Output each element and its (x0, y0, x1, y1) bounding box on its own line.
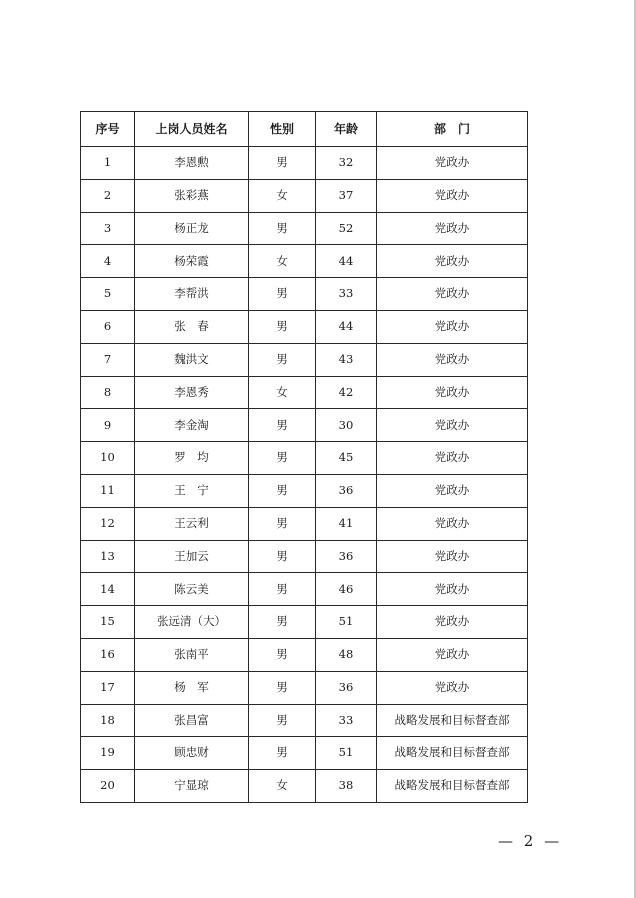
cell-department: 党政办 (377, 671, 528, 704)
table-row (81, 310, 528, 343)
cell-serial-number: 8 (81, 376, 135, 409)
cell-age: 44 (316, 310, 377, 343)
cell-department: 党政办 (377, 540, 528, 573)
table-row (81, 147, 528, 180)
table-row (81, 540, 528, 573)
table-row (81, 606, 528, 639)
cell-staff-name: 陈云美 (135, 573, 249, 606)
header-age: 年龄 (316, 112, 377, 147)
cell-serial-number: 7 (81, 343, 135, 376)
cell-serial-number: 9 (81, 409, 135, 442)
table-row (81, 704, 528, 737)
cell-staff-name: 王加云 (135, 540, 249, 573)
cell-department: 党政办 (377, 474, 528, 507)
table-row (81, 343, 528, 376)
cell-department: 党政办 (377, 376, 528, 409)
cell-serial-number: 13 (81, 540, 135, 573)
cell-department: 党政办 (377, 212, 528, 245)
cell-department: 战略发展和目标督查部 (377, 770, 528, 803)
cell-staff-name: 顾忠财 (135, 737, 249, 770)
cell-gender: 女 (249, 179, 316, 212)
cell-serial-number: 17 (81, 671, 135, 704)
cell-staff-name: 张昌富 (135, 704, 249, 737)
cell-gender: 男 (249, 212, 316, 245)
table-row (81, 245, 528, 278)
table-row (81, 638, 528, 671)
cell-staff-name: 宁显琼 (135, 770, 249, 803)
cell-staff-name: 杨正龙 (135, 212, 249, 245)
table-header (81, 112, 528, 147)
cell-serial-number: 6 (81, 310, 135, 343)
cell-gender: 男 (249, 540, 316, 573)
table-row (81, 737, 528, 770)
cell-age: 46 (316, 573, 377, 606)
table-body (81, 147, 528, 803)
cell-staff-name: 王 宁 (135, 474, 249, 507)
cell-serial-number: 19 (81, 737, 135, 770)
staff-table (80, 111, 528, 803)
cell-department: 党政办 (377, 147, 528, 180)
cell-department: 党政办 (377, 409, 528, 442)
cell-age: 36 (316, 474, 377, 507)
cell-serial-number: 16 (81, 638, 135, 671)
table-row (81, 442, 528, 475)
cell-department: 党政办 (377, 245, 528, 278)
cell-serial-number: 14 (81, 573, 135, 606)
cell-age: 36 (316, 671, 377, 704)
table-row (81, 212, 528, 245)
table-row (81, 278, 528, 311)
cell-department: 党政办 (377, 442, 528, 475)
header-staff-name: 上岗人员姓名 (135, 112, 249, 147)
cell-staff-name: 张 春 (135, 310, 249, 343)
cell-gender: 男 (249, 442, 316, 475)
header-row (81, 112, 528, 147)
table-row (81, 573, 528, 606)
header-department: 部 门 (377, 112, 528, 147)
cell-age: 33 (316, 704, 377, 737)
cell-serial-number: 18 (81, 704, 135, 737)
cell-serial-number: 5 (81, 278, 135, 311)
cell-department: 战略发展和目标督查部 (377, 704, 528, 737)
cell-staff-name: 罗 均 (135, 442, 249, 475)
table-row (81, 507, 528, 540)
cell-department: 党政办 (377, 606, 528, 639)
cell-department: 战略发展和目标督查部 (377, 737, 528, 770)
header-serial-number: 序号 (81, 112, 135, 147)
cell-department: 党政办 (377, 507, 528, 540)
cell-serial-number: 4 (81, 245, 135, 278)
cell-staff-name: 李恩勲 (135, 147, 249, 180)
cell-gender: 男 (249, 704, 316, 737)
header-gender: 性别 (249, 112, 316, 147)
cell-gender: 男 (249, 507, 316, 540)
cell-gender: 男 (249, 638, 316, 671)
cell-department: 党政办 (377, 310, 528, 343)
cell-gender: 男 (249, 573, 316, 606)
cell-age: 42 (316, 376, 377, 409)
cell-department: 党政办 (377, 573, 528, 606)
cell-serial-number: 20 (81, 770, 135, 803)
cell-staff-name: 李恩秀 (135, 376, 249, 409)
cell-serial-number: 2 (81, 179, 135, 212)
table-row (81, 770, 528, 803)
cell-age: 36 (316, 540, 377, 573)
cell-age: 51 (316, 737, 377, 770)
cell-age: 37 (316, 179, 377, 212)
cell-gender: 男 (249, 343, 316, 376)
cell-gender: 男 (249, 671, 316, 704)
cell-gender: 男 (249, 737, 316, 770)
cell-age: 32 (316, 147, 377, 180)
cell-age: 38 (316, 770, 377, 803)
cell-staff-name: 魏洪文 (135, 343, 249, 376)
cell-gender: 男 (249, 606, 316, 639)
cell-department: 党政办 (377, 343, 528, 376)
cell-staff-name: 张彩燕 (135, 179, 249, 212)
cell-gender: 女 (249, 770, 316, 803)
cell-age: 45 (316, 442, 377, 475)
cell-serial-number: 15 (81, 606, 135, 639)
cell-serial-number: 10 (81, 442, 135, 475)
cell-staff-name: 李金淘 (135, 409, 249, 442)
cell-staff-name: 杨荣霞 (135, 245, 249, 278)
cell-gender: 男 (249, 474, 316, 507)
cell-gender: 男 (249, 409, 316, 442)
cell-department: 党政办 (377, 278, 528, 311)
table-row (81, 409, 528, 442)
cell-department: 党政办 (377, 638, 528, 671)
cell-department: 党政办 (377, 179, 528, 212)
cell-age: 51 (316, 606, 377, 639)
cell-gender: 女 (249, 245, 316, 278)
cell-serial-number: 11 (81, 474, 135, 507)
cell-age: 44 (316, 245, 377, 278)
cell-serial-number: 12 (81, 507, 135, 540)
cell-gender: 男 (249, 278, 316, 311)
cell-staff-name: 张南平 (135, 638, 249, 671)
table-row (81, 671, 528, 704)
cell-age: 30 (316, 409, 377, 442)
cell-age: 43 (316, 343, 377, 376)
cell-staff-name: 李帮洪 (135, 278, 249, 311)
cell-age: 41 (316, 507, 377, 540)
table-row (81, 376, 528, 409)
cell-age: 48 (316, 638, 377, 671)
table-row (81, 179, 528, 212)
cell-gender: 男 (249, 147, 316, 180)
cell-age: 33 (316, 278, 377, 311)
cell-staff-name: 王云利 (135, 507, 249, 540)
cell-gender: 女 (249, 376, 316, 409)
table-row (81, 474, 528, 507)
page-number: — 2 — (498, 832, 563, 850)
cell-age: 52 (316, 212, 377, 245)
cell-serial-number: 1 (81, 147, 135, 180)
cell-staff-name: 张远清（大） (135, 606, 249, 639)
cell-gender: 男 (249, 310, 316, 343)
cell-serial-number: 3 (81, 212, 135, 245)
cell-staff-name: 杨 军 (135, 671, 249, 704)
